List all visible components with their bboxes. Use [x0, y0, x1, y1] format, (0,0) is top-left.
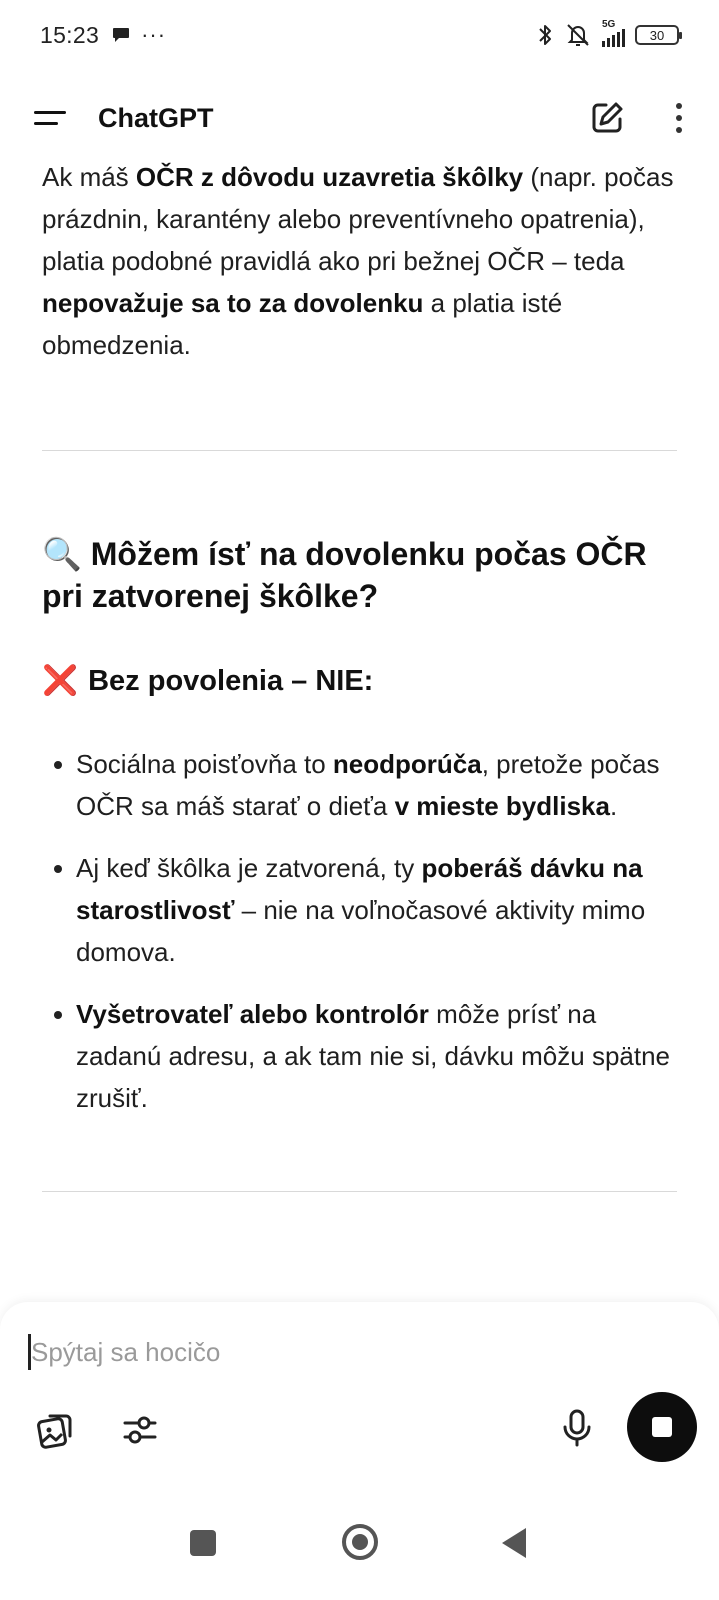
silent-bell-icon [564, 21, 592, 49]
gallery-icon [36, 1410, 76, 1450]
bullet-text: – nie na voľnočasové aktivity mimo domova. [76, 895, 646, 967]
input-placeholder: Spýtaj sa hocičo [31, 1336, 221, 1367]
magnifier-icon: 🔍 [42, 536, 82, 572]
message-composer [0, 1302, 719, 1502]
intro-bold-text: nepovažuje sa to za dovolenku [42, 288, 424, 318]
list-item [54, 847, 677, 973]
edit-icon [589, 100, 625, 136]
bullet-text: . [609, 791, 618, 821]
status-bar [0, 0, 719, 70]
sliders-icon [122, 1412, 158, 1448]
microphone-icon [560, 1408, 594, 1448]
battery-level: 30 [649, 27, 665, 43]
conversation-content[interactable] [0, 154, 719, 1302]
bluetooth-icon [536, 22, 554, 48]
voice-input-button[interactable] [560, 1408, 594, 1448]
intro-paragraph [42, 156, 677, 366]
divider [42, 450, 677, 451]
intro-bold-text: OČR z dôvodu uzavretia škôlky [135, 162, 524, 192]
tools-button[interactable] [122, 1412, 158, 1448]
bullet-bold-text: Vyšetrovateľ alebo kontrolór [76, 999, 429, 1029]
stop-icon [652, 1417, 672, 1437]
section-title-text: Môžem ísť na dovolenku počas OČR pri zatvorenej škôlke? [42, 536, 647, 614]
intro-text: Ak máš [42, 162, 136, 192]
bullet-list [42, 743, 677, 1119]
intro-text: a platia isté obmedzenia. [42, 288, 563, 360]
network-type: 5G [602, 19, 616, 30]
new-chat-button[interactable] [587, 98, 627, 138]
more-options-icon[interactable] [673, 103, 685, 133]
message-bubble-icon [111, 25, 131, 45]
bullet-text: môže prísť na zadanú adresu, a ak tam nie si, dávku môžu spätne zrušiť. [76, 999, 671, 1113]
bullet-bold-text: v mieste bydliska [394, 791, 610, 821]
bullet-bold-text: neodporúča [332, 749, 482, 779]
app-title: ChatGPT [98, 102, 214, 133]
divider [42, 1191, 677, 1192]
list-item [54, 743, 677, 827]
stop-generating-button[interactable] [627, 1392, 697, 1462]
status-right [536, 21, 679, 49]
list-item [54, 993, 677, 1119]
sub-title-text: Bez povolenia – NIE: [88, 665, 374, 697]
attach-image-button[interactable] [36, 1410, 76, 1450]
recent-apps-icon[interactable] [190, 1530, 216, 1556]
cross-mark-icon: ❌ [42, 665, 79, 697]
back-icon[interactable] [502, 1528, 526, 1558]
signal-icon [602, 19, 625, 47]
menu-icon[interactable] [34, 106, 68, 130]
intro-text: (napr. počas prázdnin, karantény alebo preventívneho opatrenia), platia podobné pravidlá ako pri bežnej OČR – teda [42, 162, 674, 276]
section-title [42, 533, 677, 617]
more-notifications-icon: ··· [141, 22, 167, 47]
sub-title [42, 661, 677, 701]
status-time: 15:23 [40, 21, 100, 48]
app-header [0, 82, 719, 154]
bullet-text: Aj keď škôlka je zatvorená, ty [76, 853, 422, 883]
home-icon[interactable] [342, 1524, 378, 1560]
bullet-text: Sociálna poisťovňa to [76, 749, 333, 779]
message-input[interactable] [28, 1330, 668, 1374]
bullet-text: , pretože počas OČR sa máš starať o dieťa [76, 749, 660, 821]
battery-icon [635, 25, 679, 45]
bullet-bold-text: poberáš dávku na starostlivosť [76, 853, 643, 925]
system-nav-bar [0, 1502, 719, 1600]
